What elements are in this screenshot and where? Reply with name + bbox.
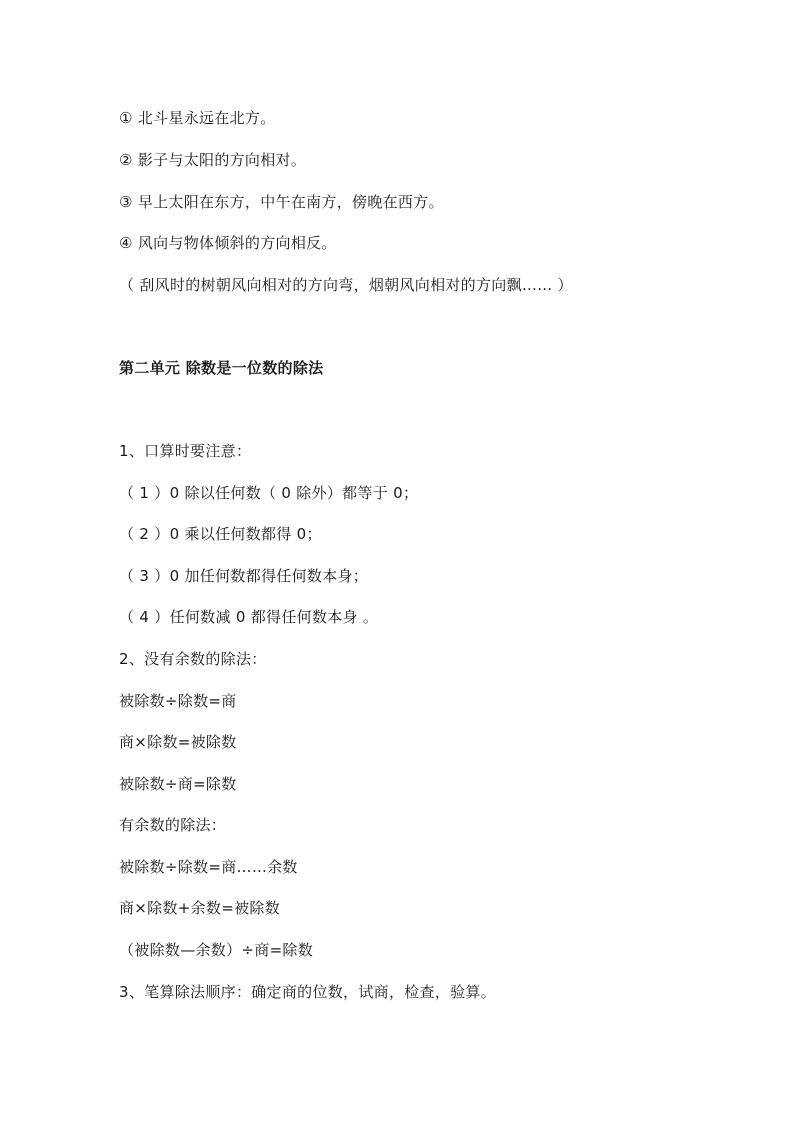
list-item: ① 北斗星永远在北方。 <box>119 109 276 127</box>
formula: 被除数÷除数=商 <box>119 692 237 710</box>
list-item: ③ 早上太阳在东方，中午在南方，傍晚在西方。 <box>119 193 444 211</box>
written-division-steps: 3、笔算除法顺序：确定商的位数，试商，检查，验算。 <box>119 983 497 1001</box>
oral-rule: （ 1 ）0 除以任何数（ 0 除外）都等于 0； <box>119 484 419 502</box>
oral-rule: （ 4 ）任何数减 0 都得任何数本身 。 <box>119 608 379 626</box>
list-item: ④ 风向与物体倾斜的方向相反。 <box>119 234 337 252</box>
no-remainder-title: 2、没有余数的除法： <box>119 650 267 668</box>
remainder-title: 有余数的除法： <box>119 816 227 834</box>
formula: 被除数÷除数=商……余数 <box>119 858 298 876</box>
formula: 商×除数=被除数 <box>119 733 237 751</box>
oral-rule: （ 3 ）0 加任何数都得任何数本身； <box>119 567 369 585</box>
section-heading: 第二单元 除数是一位数的除法 <box>119 359 324 377</box>
formula: 商×除数+余数=被除数 <box>119 899 281 917</box>
list-item: ② 影子与太阳的方向相对。 <box>119 151 307 169</box>
oral-calc-title: 1、口算时要注意： <box>119 442 252 460</box>
formula: 被除数÷商=除数 <box>119 775 237 793</box>
list-note: （ 刮风时的树朝风向相对的方向弯，烟朝风向相对的方向飘…… ） <box>119 276 573 294</box>
formula: （被除数—余数）÷商=除数 <box>119 941 314 959</box>
oral-rule: （ 2 ）0 乘以任何数都得 0； <box>119 525 322 543</box>
